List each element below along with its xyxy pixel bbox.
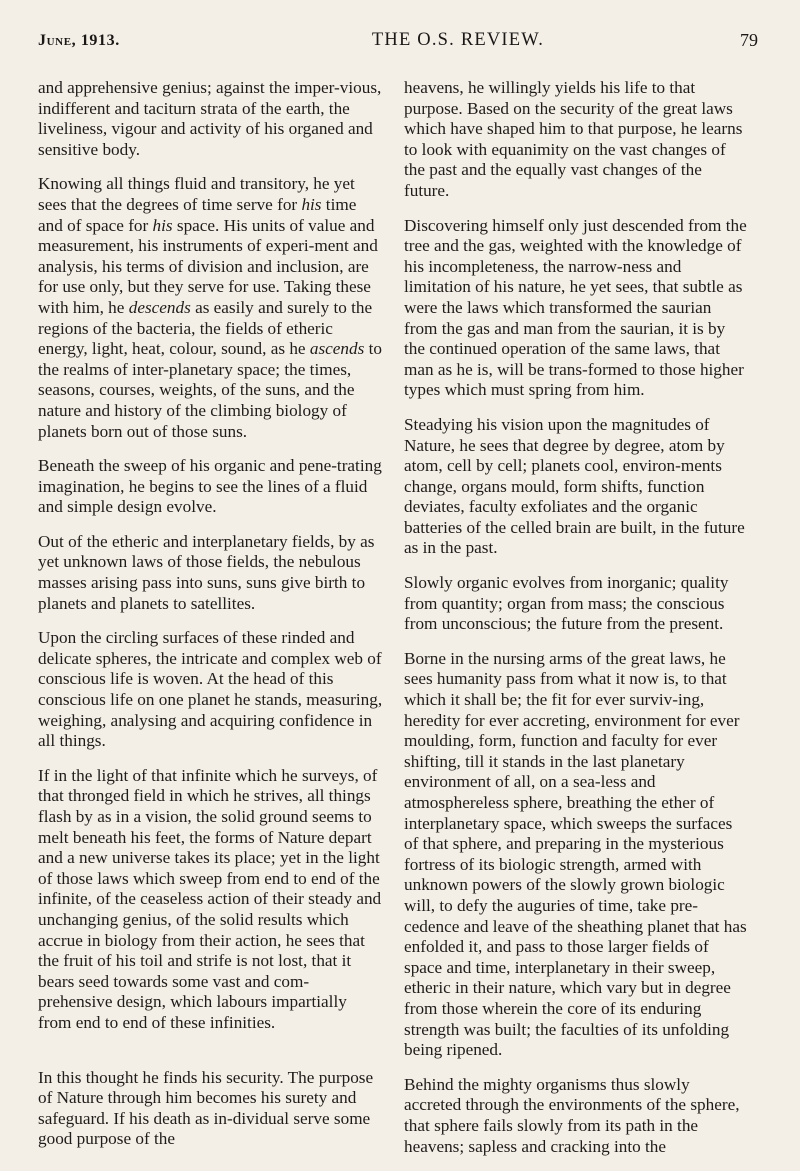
text-run: Steadying his vision upon the magnitudes of Nature, he sees that degree by degree, atom by atom, cell by cell; planets cool, environ-ments change, organs mould, form shifts, function deviates, faculty exfoliates and the organic batteries of the celled brain are built, in the future as in the past. — [404, 414, 745, 558]
paragraph — [404, 415, 749, 559]
paragraph — [38, 174, 383, 442]
text-run: If in the light of that infinite which he surveys, of that thronged field in which he strives, all things flash by as in a vision, the solid ground seems to melt beneath his feet, the forms of Nature depart and a new universe takes its place; yet in the light of those laws which sweep from end to end of the infinite, of the ceaseless action of their steady and unchanging genius, of the solid results which accrue in biology from their action, he sees that the fruit of his toil and strife is not lost, that it bears seed towards some vast and com-prehensive design, which labours impartially from end to end of these infinities. — [38, 765, 382, 1032]
text-run: heavens, he willingly yields his life to that purpose. Based on the security of the great laws which have shaped him to that purpose, he learns to look with equanimity on the vast changes of the past and the equally vast changes of the future. — [404, 78, 743, 200]
text-run: to the realms of inter-planetary space; the times, seasons, courses, weights, of the suns, and the nature and history of the climbing biology of planets born out of those suns. — [38, 339, 382, 441]
left-text-column — [38, 78, 383, 1164]
text-run: Knowing all things fluid and transitory, he yet sees that the degrees of time serve for — [38, 174, 355, 214]
italic-text: ascends — [309, 339, 365, 359]
text-run: and apprehensive genius; against the imper-vious, indifferent and taciturn strata of the earth, the liveliness, vigour and activity of his organed and sensitive body. — [38, 78, 382, 159]
text-run: as easily and surely to the regions of the bacteria, the fields of etheric energy, light, heat, colour, sound, as he — [38, 297, 373, 359]
paragraph — [404, 78, 749, 202]
text-run: space. His units of value and measurement, his instruments of experi-ment and analysis, his terms of division and inclusion, are for use only, but they serve for use. Taking these with him, he — [38, 215, 378, 317]
paragraph — [404, 649, 749, 1061]
text-run: Behind the mighty organisms thus slowly accreted through the environments of the sphere, that sphere fails slowly from its path in the heavens; sapless and cracking into the — [404, 1074, 740, 1156]
text-run: Borne in the nursing arms of the great laws, he sees humanity pass from what it now is, to that which it shall be; the fit for ever surviv-ing, heredity for ever accreting, environment for ever moulding, form, function and faculty for ever shifting, till it stands in the last planetary environment of all, on a sea-less and atmosphereless sphere, breathing the ether of interplanetary space, which sweeps the surfaces of that sphere, and preparing in the mysterious fortress of its biologic strength, armed with unknown powers of the slowly grown biologic will, to defy the auguries of time, take pre-cedence and leave of the sheathing planet that has enfolded it, and pass to those larger fields of space and time, interplanetary in their sweep, etheric in their nature, which vary but in degree from those wherein the core of its enduring strength was built; the faculties of its unfolding being ripened. — [404, 648, 747, 1060]
running-head — [38, 30, 758, 54]
text-run: In this thought he finds his security. The purpose of Nature through him becomes his surety and safeguard. If his death as in-dividual serve some good purpose of the — [38, 1067, 374, 1149]
text-run: time and of space for — [38, 194, 357, 235]
journal-title: THE O.S. REVIEW. — [371, 30, 545, 50]
paragraph — [404, 216, 749, 401]
issue-date: June, 1913. — [38, 32, 120, 49]
italic-text: his — [301, 194, 322, 214]
paragraph — [38, 628, 383, 752]
text-run: Slowly organic evolves from inorganic; quality from quantity; organ from mass; the conscious from unconscious; the future from the present. — [404, 573, 729, 634]
paragraph — [404, 573, 749, 635]
paragraph — [404, 1075, 749, 1157]
right-text-column — [404, 78, 749, 1171]
page-number: 79 — [740, 30, 758, 50]
text-run: Discovering himself only just descended from the tree and the gas, weighted with the knowledge of his incompleteness, the narrow-ness and limitation of his nature, he yet sees, that subtle as were the laws which transformed the saurian from the gas and man from the saurian, it is by the continued operation of the same laws, that man as he is, will be trans-formed to those higher types which must spring from him. — [404, 215, 747, 400]
text-run: Beneath the sweep of his organic and pene-trating imagination, he begins to see the lines of a fluid and simple design evolve. — [38, 456, 382, 517]
paragraph — [38, 78, 383, 160]
italic-text: descends — [128, 297, 191, 317]
text-run: Out of the etheric and interplanetary fields, by as yet unknown laws of those fields, the nebulous masses arising pass into suns, suns give birth to planets and planets to satellites. — [38, 531, 375, 613]
text-run: Upon the circling surfaces of these rinded and delicate spheres, the intricate and complex web of conscious life is woven. At the head of this conscious life on one planet he stands, measuring, weighing, analysing and acquiring confidence in all things. — [38, 628, 383, 751]
italic-text: his — [152, 215, 173, 235]
paragraph — [38, 766, 383, 1034]
paragraph — [38, 456, 383, 518]
paragraph — [38, 532, 383, 614]
